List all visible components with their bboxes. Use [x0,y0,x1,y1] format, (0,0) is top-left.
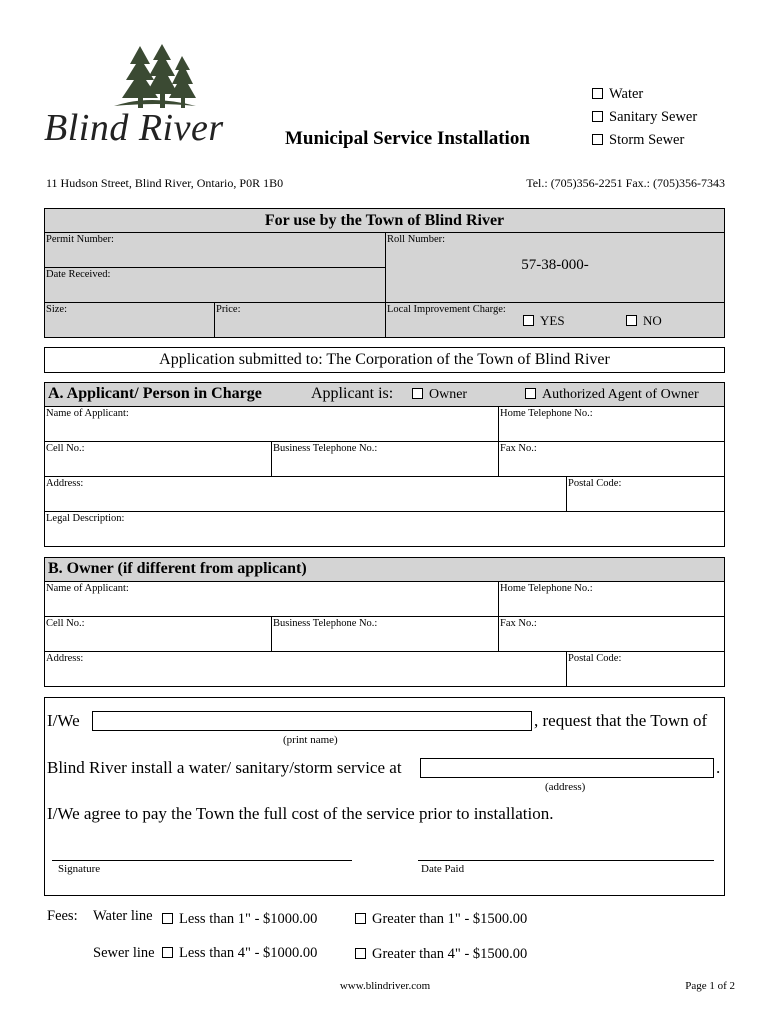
a-address-field[interactable]: Address: [44,476,567,512]
a-cell-field[interactable]: Cell No.: [44,441,272,477]
a-legal-field[interactable]: Legal Description: [44,511,725,547]
checkbox-icon[interactable] [592,134,603,145]
owner-option[interactable]: Owner [412,387,467,403]
footer-website[interactable]: www.blindriver.com [339,980,431,992]
town-use-header: For use by the Town of Blind River [44,208,725,233]
sewer-large-option[interactable]: Greater than 4" - $1500.00 [355,946,527,963]
checkbox-icon[interactable] [355,948,366,959]
logo [44,44,269,154]
service-options [592,83,697,152]
checkbox-icon[interactable] [523,315,534,326]
checkbox-icon[interactable] [162,947,173,958]
a-home-phone-field[interactable]: Home Telephone No.: [498,406,725,442]
fees-label: Fees: [47,908,78,924]
agent-option[interactable]: Authorized Agent of Owner [525,387,699,403]
sewer-small-option[interactable]: Less than 4" - $1000.00 [162,945,317,962]
service-option-sanitary[interactable]: Sanitary Sewer [592,106,697,129]
office-address: 11 Hudson Street, Blind River, Ontario, P0R 1B0 [46,176,284,190]
b-name-field[interactable]: Name of Applicant: [44,581,499,617]
office-contact: Tel.: (705)356-2251 Fax.: (705)356-7343 [526,176,725,190]
lic-no-option[interactable]: NO [626,313,662,329]
iwe-label: I/We [47,711,80,730]
b-postal-field[interactable]: Postal Code: [566,651,725,687]
b-address-field[interactable]: Address: [44,651,567,687]
install-text: Blind River install a water/ sanitary/storm service at [47,758,402,777]
date-paid-label: Date Paid [421,863,465,875]
service-address-input[interactable] [420,758,714,778]
applicant-is-label: Applicant is: [311,385,394,402]
submitted-to-banner: Application submitted to: The Corporation of the Town of Blind River [44,347,725,373]
water-line-label: Water line [93,908,153,924]
signature-label: Signature [58,863,101,875]
b-cell-field[interactable]: Cell No.: [44,616,272,652]
b-fax-field[interactable]: Fax No.: [498,616,725,652]
signature-line[interactable] [52,860,352,861]
a-postal-field[interactable]: Postal Code: [566,476,725,512]
a-business-phone-field[interactable]: Business Telephone No.: [271,441,499,477]
checkbox-icon[interactable] [162,913,173,924]
checkbox-icon[interactable] [412,388,423,399]
request-text: , request that the Town of [534,711,708,730]
checkbox-icon[interactable] [592,111,603,122]
a-name-field[interactable]: Name of Applicant: [44,406,499,442]
date-paid-line[interactable] [418,860,714,861]
section-a-title: A. Applicant/ Person in Charge [48,385,262,402]
a-fax-field[interactable]: Fax No.: [498,441,725,477]
service-option-water[interactable]: Water [592,83,697,106]
print-name-label: (print name) [283,734,338,746]
checkbox-icon[interactable] [626,315,637,326]
checkbox-icon[interactable] [525,388,536,399]
checkbox-icon[interactable] [355,913,366,924]
permit-number-field[interactable]: Permit Number: [44,232,386,268]
address-label: (address) [545,781,586,793]
period: . [716,758,721,777]
fees-section [47,908,727,968]
service-option-storm[interactable]: Storm Sewer [592,129,697,152]
section-b-header [44,557,725,582]
trees-icon [110,44,200,112]
b-home-phone-field[interactable]: Home Telephone No.: [498,581,725,617]
page-title: Municipal Service Installation [285,128,530,149]
footer-page-number: Page 1 of 2 [685,980,735,992]
lic-yes-option[interactable]: YES [523,313,565,329]
price-field[interactable]: Price: [214,302,386,338]
water-small-option[interactable]: Less than 1" - $1000.00 [162,911,317,928]
section-b-title: B. Owner (if different from applicant) [48,560,307,577]
sewer-line-label: Sewer line [93,945,155,961]
checkbox-icon[interactable] [592,88,603,99]
section-a-header [44,382,725,407]
local-improvement-field: Local Improvement Charge: YES NO [385,302,725,338]
request-box [44,697,725,896]
logo-text: Blind River [44,107,224,149]
roll-number-value: 57-38-000- [521,257,589,273]
roll-number-field[interactable]: Roll Number: 57-38-000- [385,232,725,303]
size-field[interactable]: Size: [44,302,215,338]
water-large-option[interactable]: Greater than 1" - $1500.00 [355,911,527,928]
print-name-input[interactable] [92,711,532,731]
agree-text: I/We agree to pay the Town the full cost of the service prior to installation. [47,804,554,823]
b-business-phone-field[interactable]: Business Telephone No.: [271,616,499,652]
date-received-field[interactable]: Date Received: [44,267,386,303]
